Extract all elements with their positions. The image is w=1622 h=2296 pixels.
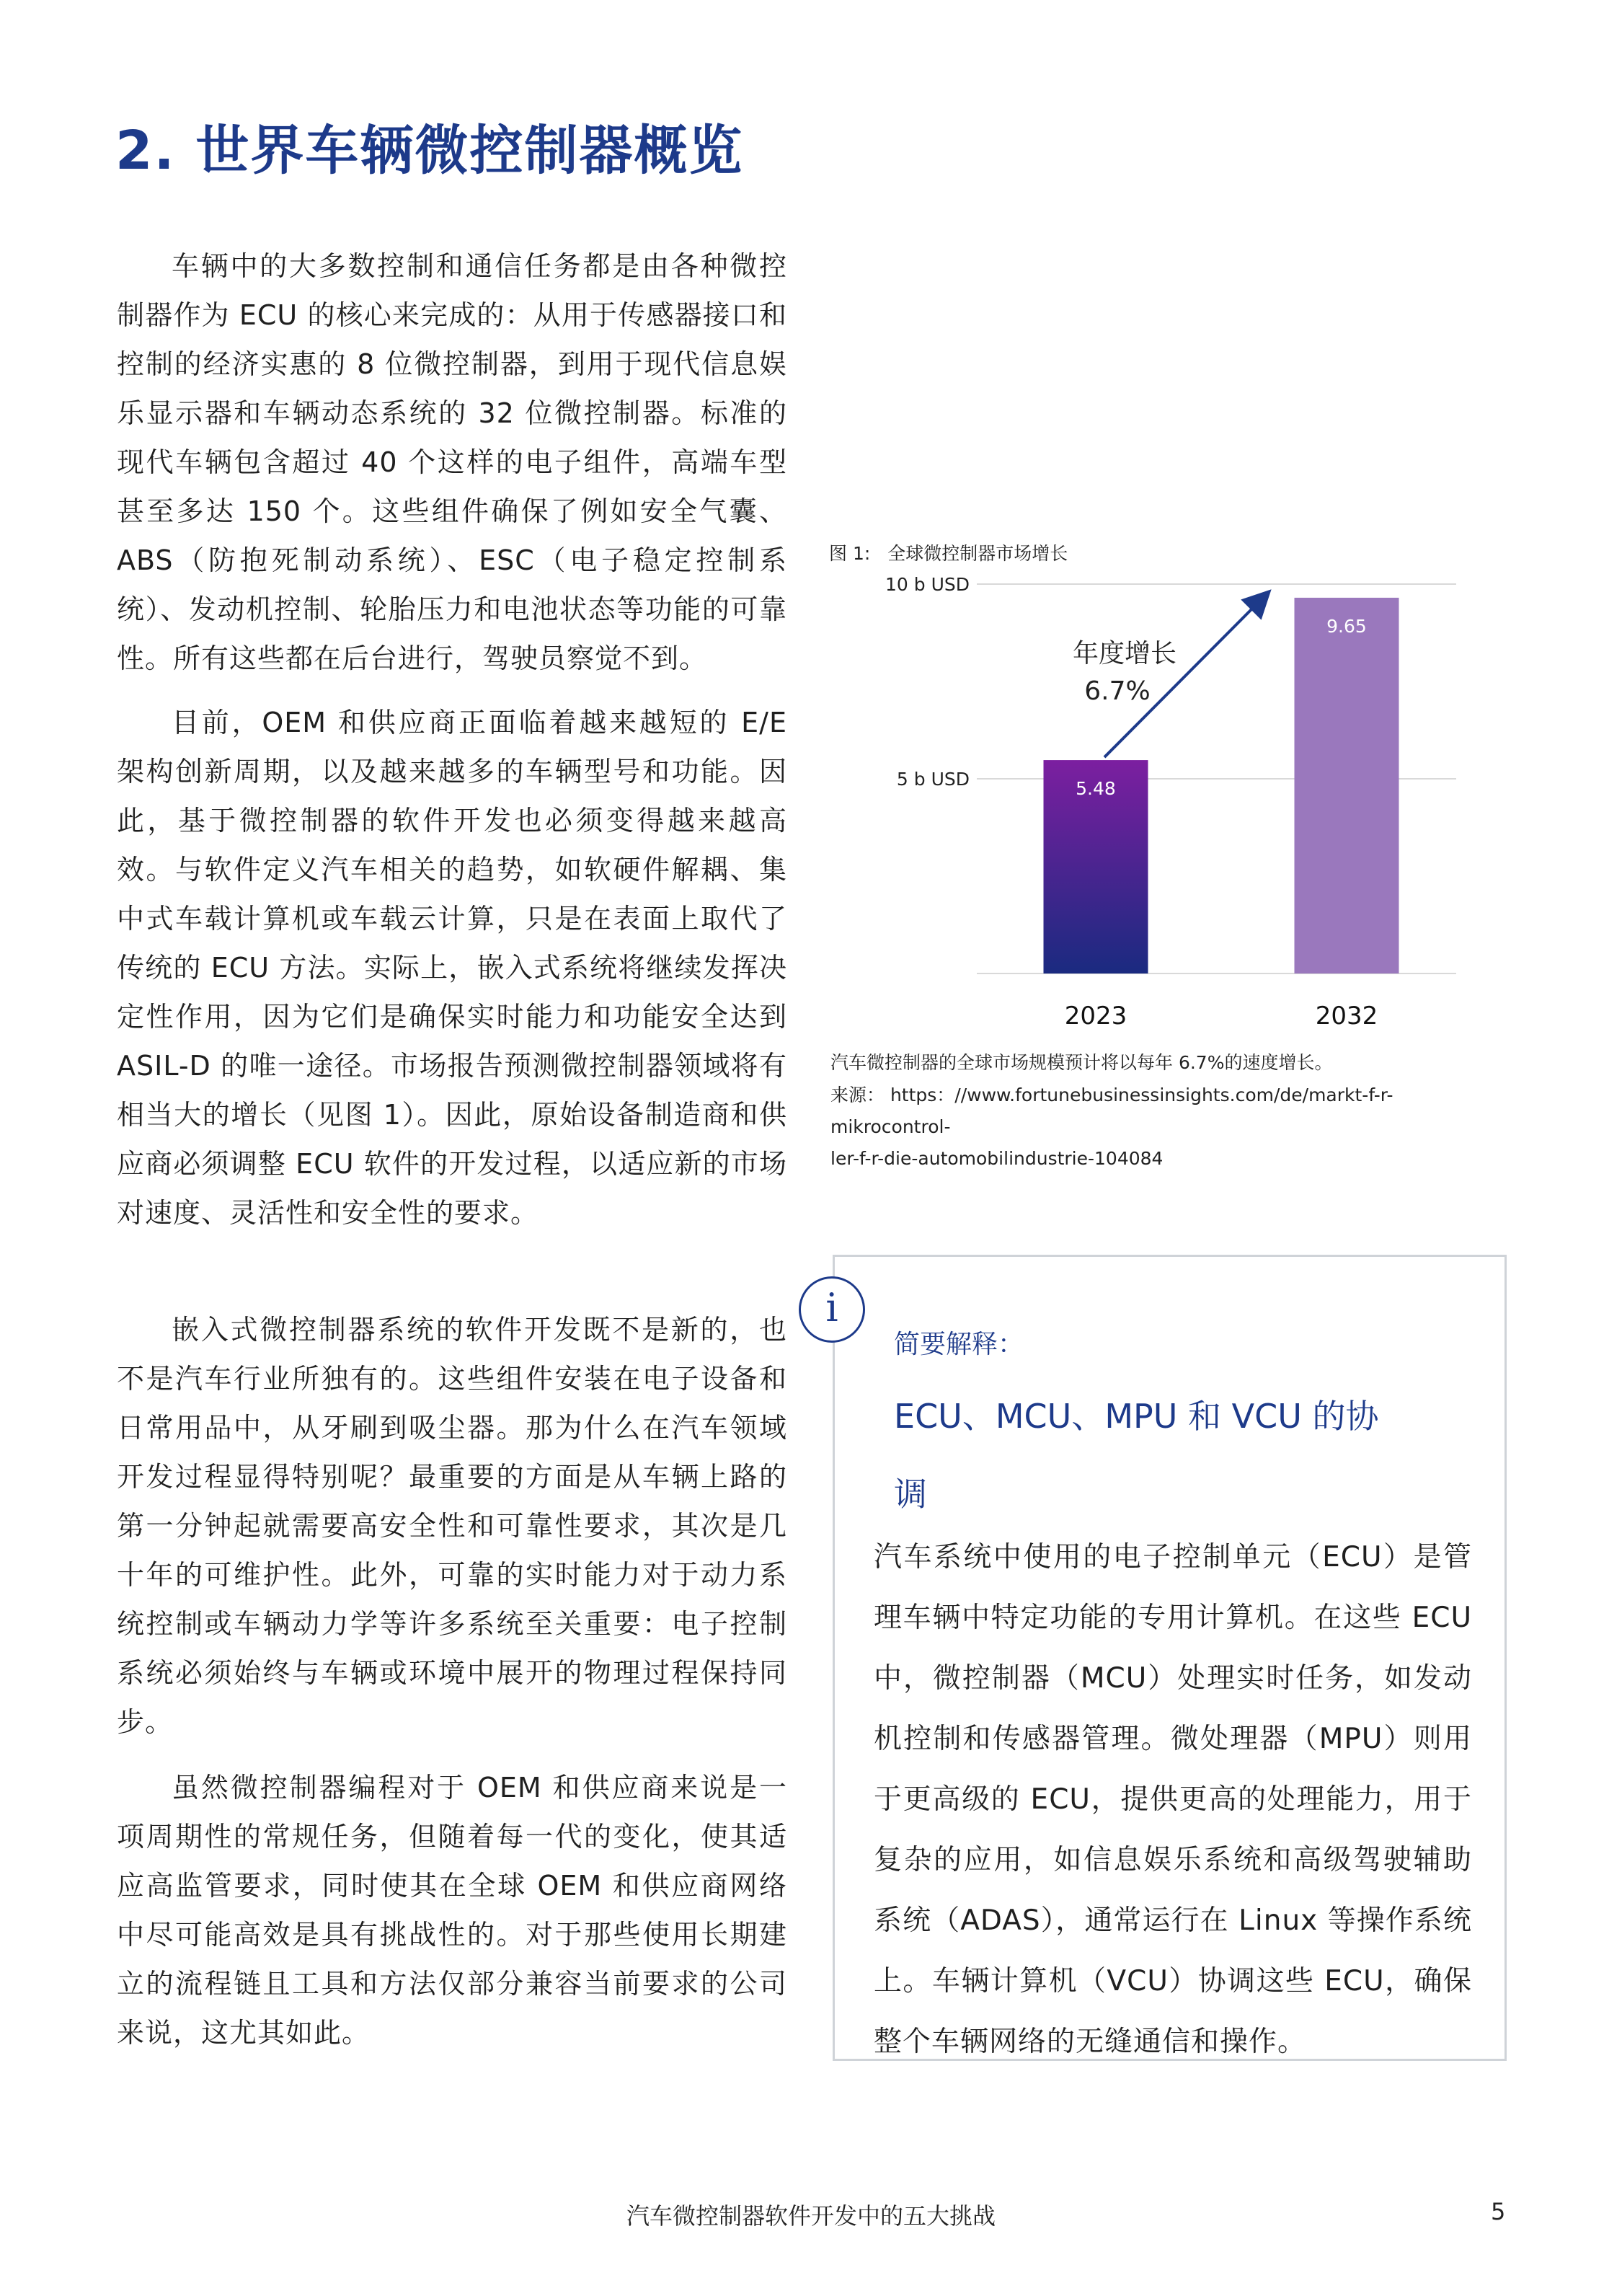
x-category-label: 2032 <box>1315 1002 1378 1030</box>
info-icon: i <box>799 1276 865 1343</box>
info-box-body: 汽车系统中使用的电子控制单元（ECU）是管理车辆中特定功能的专用计算机。在这些 ECU 中，微控制器（MCU）处理实时任务，如发动机控制和传感器管理。微处理器（MPU）则用于更高级的 ECU，提供更高的处理能力，用于复杂的应用，如信息娱乐系统和高级驾驶辅助系统（ADAS），通常运行在 Linux 等操作系统上。车辆计算机（VCU）协调这些 ECU，确保整个车辆网络的无缝通信和操作。 <box>874 1541 1472 2058</box>
bar-value-label: 5.48 <box>1076 778 1116 800</box>
footer-title: 汽车微控制器软件开发中的五大挑战 <box>626 2202 996 2230</box>
info-box-label: 简要解释： <box>894 1330 1024 1359</box>
chart-source-line-2: ler-f-r-die-automobilindustrie-104084 <box>830 1148 1164 1169</box>
figure-caption-title: 全球微控制器市场增长 <box>887 543 1068 564</box>
growth-arrow <box>1104 593 1267 757</box>
market-growth-chart <box>822 562 1471 1038</box>
body-paragraph-4: 虽然微控制器编程对于 OEM 和供应商来说是一项周期性的常规任务，但随着每一代的变化，使其适应高监管要求，同时使其在全球 OEM 和供应商网络中尽可能高效是具有挑战性的。对于那些使用长期建立的流程链且工具和方法仅部分兼容当前要求的公司来说，这尤其如此。 <box>117 1772 787 2049</box>
chart-source-line-1: 来源： https：//www.fortunebusinessinsights.com/de/markt-f-r-mikrocontrol- <box>830 1085 1393 1137</box>
page-title: 2. 世界车辆微控制器概览 <box>115 120 744 182</box>
chart-note: 汽车微控制器的全球市场规模预计将以每年 6.7%的速度增长。 <box>830 1052 1333 1073</box>
x-category-label: 2023 <box>1064 1002 1127 1030</box>
page-number: 5 <box>1491 2198 1506 2225</box>
info-box-heading: ECU、MCU、MPU 和 VCU 的协调 <box>894 1397 1379 1514</box>
body-paragraph-3: 嵌入式微控制器系统的软件开发既不是新的，也不是汽车行业所独有的。这些组件安装在电子设备和日常用品中，从牙刷到吸尘器。那为什么在汽车领域开发过程显得特别呢？最重要的方面是从车辆上路的第一分钟起就需要高安全性和可靠性要求，其次是几十年的可维护性。此外，可靠的实时能力对于动力系统控制或车辆动力学等许多系统至关重要：电子控制系统必须始终与车辆或环境中展开的物理过程保持同步。 <box>117 1314 787 1738</box>
body-paragraph-1: 车辆中的大多数控制和通信任务都是由各种微控制器作为 ECU 的核心来完成的：从用于传感器接口和控制的经济实惠的 8 位微控制器，到用于现代信息娱乐显示器和车辆动态系统的 32 位微控制器。标准的现代车辆包含超过 40 个这样的电子组件，高端车型甚至多达 150 个。这些组件确保了例如安全气囊、ABS（防抱死制动系统）、ESC（电子稳定控制系统）、发动机控制、轮胎压力和电池状态等功能的可靠性。所有这些都在后台进行，驾驶员察觉不到。 <box>117 250 787 674</box>
growth-annotation-label: 年度增长 <box>1072 639 1177 668</box>
bar-2032 <box>1295 598 1399 973</box>
bar-value-label: 9.65 <box>1326 615 1367 637</box>
y-tick-label: 10 b USD <box>885 574 970 595</box>
y-tick-label: 5 b USD <box>896 769 970 790</box>
growth-annotation-value: 6.7% <box>1084 676 1151 706</box>
body-paragraph-2: 目前，OEM 和供应商正面临着越来越短的 E/E 架构创新周期，以及越来越多的车辆型号和功能。因此，基于微控制器的软件开发也必须变得越来越高效。与软件定义汽车相关的趋势，如软硬件解耦、集中式车载计算机或车载云计算，只是在表面上取代了传统的 ECU 方法。实际上，嵌入式系统将继续发挥决定性作用，因为它们是确保实时能力和功能安全达到 ASIL-D 的唯一途径。市场报告预测微控制器领域将有相当大的增长（见图 1）。因此，原始设备制造商和供应商必须调整 ECU 软件的开发过程，以适应新的市场对速度、灵活性和安全性的要求。 <box>117 707 787 1229</box>
figure-caption-number: 图 1: <box>829 543 871 564</box>
figure-caption <box>829 539 1068 565</box>
chart-source <box>830 1079 1479 1175</box>
